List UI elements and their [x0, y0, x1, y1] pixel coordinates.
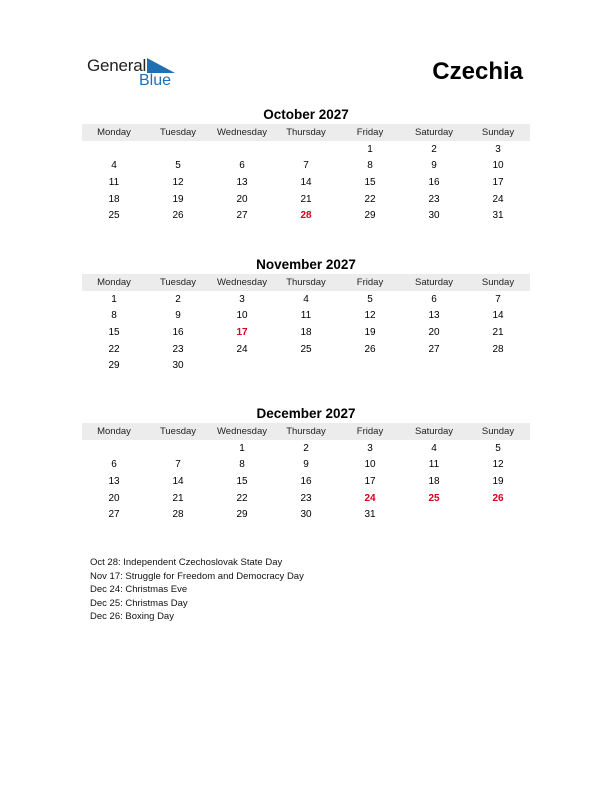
weekday-header: Wednesday	[217, 426, 267, 437]
day-cell: 28	[172, 509, 184, 521]
day-cell: 2	[175, 293, 181, 305]
day-cell: 7	[495, 293, 501, 305]
weekday-header-row	[82, 274, 530, 291]
day-cell: 2	[303, 442, 309, 454]
weekday-header: Tuesday	[159, 127, 197, 138]
day-cell: 21	[172, 492, 184, 504]
day-cell: 23	[428, 193, 440, 205]
day-cell: 11	[428, 459, 440, 471]
day-cell: 5	[367, 293, 373, 305]
week-row	[82, 291, 530, 308]
day-cell: 28	[300, 210, 312, 222]
week-row	[82, 457, 530, 474]
week-row	[82, 207, 530, 224]
day-cell: 9	[175, 310, 181, 322]
week-row	[82, 191, 530, 208]
day-cell: 13	[108, 475, 120, 487]
day-cell: 7	[175, 459, 181, 471]
week-row	[82, 158, 530, 175]
day-cell: 17	[492, 176, 504, 188]
day-cell: 17	[236, 326, 248, 338]
day-cell: 19	[172, 193, 184, 205]
day-cell: 27	[428, 343, 440, 355]
weekday-header: Saturday	[414, 277, 454, 288]
generalblue-logo	[87, 56, 197, 92]
day-cell: 24	[236, 343, 248, 355]
weekday-header: Wednesday	[217, 277, 267, 288]
weekday-header-row	[82, 124, 530, 141]
month-october	[82, 106, 530, 224]
day-cell: 1	[239, 442, 245, 454]
weekday-header: Saturday	[414, 426, 454, 437]
logo-general-text: General	[87, 56, 147, 75]
weekday-header: Friday	[356, 426, 384, 437]
day-cell: 6	[111, 459, 117, 471]
holiday-item: Dec 24: Christmas Eve	[90, 584, 188, 595]
weekday-header: Sunday	[481, 426, 515, 437]
day-cell: 18	[300, 326, 312, 338]
holiday-item: Oct 28: Independent Czechoslovak State Day	[90, 557, 283, 568]
day-cell: 31	[492, 210, 504, 222]
day-cell: 4	[111, 160, 117, 172]
weekday-header: Monday	[97, 426, 131, 437]
day-cell: 15	[108, 326, 120, 338]
day-cell: 13	[236, 176, 248, 188]
week-row	[82, 357, 530, 374]
day-cell: 11	[108, 176, 120, 188]
day-cell: 1	[111, 293, 117, 305]
day-cell: 16	[428, 176, 440, 188]
week-row	[82, 174, 530, 191]
day-cell: 14	[492, 310, 504, 322]
month-title: October 2027	[263, 107, 349, 122]
day-cell: 19	[492, 475, 504, 487]
day-cell: 31	[364, 509, 376, 521]
weekday-header: Thursday	[286, 426, 326, 437]
weekday-header: Monday	[97, 127, 131, 138]
day-cell: 3	[239, 293, 245, 305]
day-cell: 25	[300, 343, 312, 355]
month-title: November 2027	[256, 257, 356, 272]
day-cell: 6	[239, 160, 245, 172]
week-row	[82, 490, 530, 507]
day-cell: 14	[300, 176, 312, 188]
day-cell: 7	[303, 160, 309, 172]
day-cell: 3	[367, 442, 373, 454]
weekday-header: Sunday	[481, 277, 515, 288]
day-cell: 5	[495, 442, 501, 454]
day-cell: 16	[172, 326, 184, 338]
weekday-header: Friday	[356, 127, 384, 138]
day-cell: 16	[300, 475, 312, 487]
weekday-header: Monday	[97, 277, 131, 288]
week-row	[82, 308, 530, 325]
day-cell: 29	[364, 210, 376, 222]
day-cell: 26	[364, 343, 376, 355]
weekday-header: Friday	[356, 277, 384, 288]
weekday-header: Saturday	[414, 127, 454, 138]
day-cell: 12	[172, 176, 184, 188]
day-cell: 21	[492, 326, 504, 338]
country-title: Czechia	[432, 58, 523, 85]
day-cell: 12	[364, 310, 376, 322]
day-cell: 23	[300, 492, 312, 504]
week-row	[82, 141, 530, 158]
month-november	[82, 256, 530, 374]
weekday-header-row	[82, 423, 530, 440]
day-cell: 2	[431, 143, 437, 155]
day-cell: 20	[108, 492, 120, 504]
day-cell: 11	[300, 310, 312, 322]
day-cell: 22	[236, 492, 248, 504]
day-cell: 8	[239, 459, 245, 471]
day-cell: 25	[428, 492, 440, 504]
day-cell: 18	[428, 475, 440, 487]
day-cell: 18	[108, 193, 120, 205]
holiday-item: Dec 26: Boxing Day	[90, 611, 174, 622]
day-cell: 12	[492, 459, 504, 471]
day-cell: 14	[172, 475, 184, 487]
day-cell: 6	[431, 293, 437, 305]
weekday-header: Thursday	[286, 127, 326, 138]
day-cell: 15	[364, 176, 376, 188]
day-cell: 29	[236, 509, 248, 521]
day-cell: 4	[303, 293, 309, 305]
day-cell: 19	[364, 326, 376, 338]
day-cell: 4	[431, 442, 437, 454]
day-cell: 22	[108, 343, 120, 355]
day-cell: 20	[236, 193, 248, 205]
week-row	[82, 473, 530, 490]
month-title: December 2027	[256, 406, 356, 421]
day-cell: 3	[495, 143, 501, 155]
week-row	[82, 440, 530, 457]
day-cell: 9	[303, 459, 309, 471]
day-cell: 1	[367, 143, 373, 155]
day-cell: 25	[108, 210, 120, 222]
day-cell: 20	[428, 326, 440, 338]
day-cell: 10	[364, 459, 376, 471]
day-cell: 15	[236, 475, 248, 487]
holiday-item: Dec 25: Christmas Day	[90, 597, 188, 609]
day-cell: 17	[364, 475, 376, 487]
weekday-header: Tuesday	[159, 277, 197, 288]
logo-blue-text: Blue	[139, 72, 172, 89]
day-cell: 5	[175, 160, 181, 172]
day-cell: 30	[428, 210, 440, 222]
day-cell: 26	[172, 210, 184, 222]
day-cell: 22	[364, 193, 376, 205]
day-cell: 9	[431, 160, 437, 172]
day-cell: 27	[108, 509, 120, 521]
day-cell: 8	[111, 310, 117, 322]
day-cell: 24	[364, 492, 376, 504]
day-cell: 8	[367, 160, 373, 172]
week-row	[82, 506, 530, 523]
day-cell: 27	[236, 210, 248, 222]
weekday-header: Thursday	[286, 277, 326, 288]
holiday-list	[90, 556, 304, 624]
week-row	[82, 324, 530, 341]
day-cell: 23	[172, 343, 184, 355]
day-cell: 13	[428, 310, 440, 322]
day-cell: 30	[300, 509, 312, 521]
day-cell: 24	[492, 193, 504, 205]
week-row	[82, 341, 530, 358]
day-cell: 10	[492, 160, 504, 172]
day-cell: 28	[492, 343, 504, 355]
holiday-item: Nov 17: Struggle for Freedom and Democracy Day	[90, 570, 304, 582]
weekday-header: Sunday	[481, 127, 515, 138]
month-december	[82, 405, 530, 523]
day-cell: 10	[236, 310, 248, 322]
day-cell: 21	[300, 193, 312, 205]
weekday-header: Tuesday	[159, 426, 197, 437]
day-cell: 29	[108, 360, 120, 372]
day-cell: 26	[492, 492, 504, 504]
weekday-header: Wednesday	[217, 127, 267, 138]
day-cell: 30	[172, 360, 184, 372]
